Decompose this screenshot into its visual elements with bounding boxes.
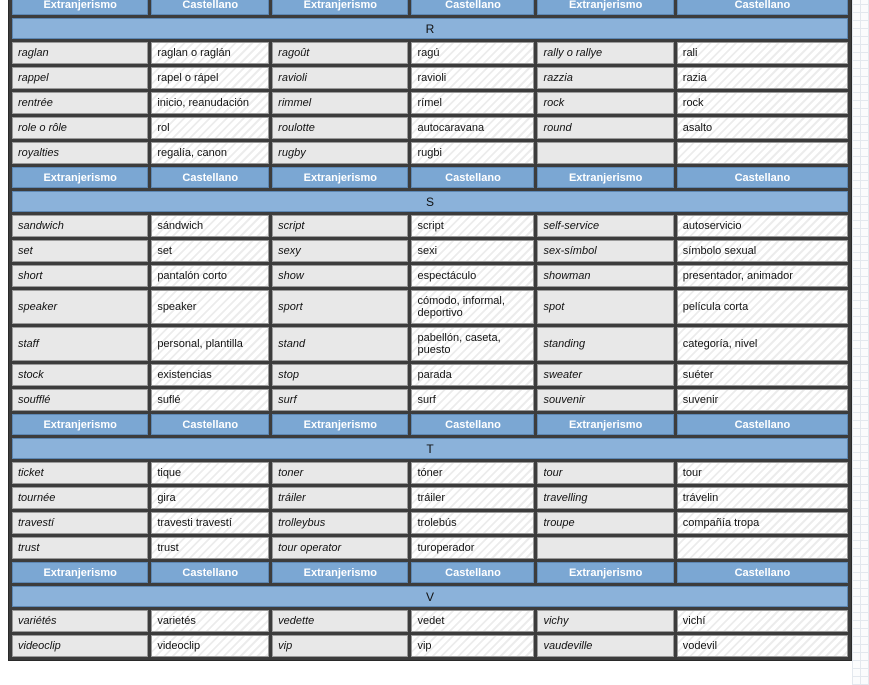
header-castellano: Castellano [677,0,848,15]
header-castellano: Castellano [411,0,534,15]
letter-section-row [12,191,848,212]
header-castellano: Castellano [411,167,534,188]
letter-section-row [12,18,848,39]
foreign-term-cell: sweater [537,364,673,386]
table-row [12,290,848,324]
foreign-term-cell: vip [272,635,408,657]
spanish-term-cell: varietés [151,610,269,632]
section-letter: T [12,438,848,459]
spanish-term-cell: rali [677,42,848,64]
foreign-term-cell: rally o rallye [537,42,673,64]
spanish-term-cell: película corta [677,290,848,324]
spanish-term-cell: regalía, canon [151,142,269,164]
spanish-term-cell: rol [151,117,269,139]
header-castellano: Castellano [677,167,848,188]
letter-section-row [12,438,848,459]
spanish-term-cell: set [151,240,269,262]
foreign-term-cell: vaudeville [537,635,673,657]
glossary-table-container [8,0,852,661]
foreign-term-cell: stock [12,364,148,386]
header-extranjerismo: Extranjerismo [537,167,673,188]
header-extranjerismo: Extranjerismo [12,414,148,435]
spanish-term-cell: asalto [677,117,848,139]
table-row [12,512,848,534]
header-extranjerismo: Extranjerismo [537,0,673,15]
foreign-term-cell: rappel [12,67,148,89]
spanish-term-cell: videoclip [151,635,269,657]
foreign-term-cell: stand [272,327,408,361]
table-row [12,117,848,139]
header-castellano: Castellano [677,414,848,435]
foreign-term-cell: standing [537,327,673,361]
table-row [12,364,848,386]
spanish-term-cell: script [411,215,534,237]
foreign-term-cell: sex-símbol [537,240,673,262]
foreign-term-cell: sandwich [12,215,148,237]
foreign-term-cell: troupe [537,512,673,534]
header-castellano: Castellano [151,167,269,188]
foreign-term-cell: show [272,265,408,287]
header-castellano: Castellano [411,414,534,435]
table-row [12,327,848,361]
foreign-term-cell: rentrée [12,92,148,114]
letter-section-row [12,586,848,607]
spanish-term-cell: vodevil [677,635,848,657]
foreign-term-cell [537,142,673,164]
spanish-term-cell: autoservicio [677,215,848,237]
spanish-term-cell: inicio, reanudación [151,92,269,114]
foreign-term-cell: trolleybus [272,512,408,534]
foreign-term-cell: tour operator [272,537,408,559]
foreign-term-cell: royalties [12,142,148,164]
table-row [12,635,848,657]
spanish-term-cell: trávelin [677,487,848,509]
header-castellano: Castellano [151,562,269,583]
foreign-term-cell: raglan [12,42,148,64]
foreign-term-cell: script [272,215,408,237]
foreign-term-cell: self-service [537,215,673,237]
spanish-term-cell: vip [411,635,534,657]
section-letter: S [12,191,848,212]
foreign-term-cell: variétés [12,610,148,632]
foreign-term-cell: tournée [12,487,148,509]
spanish-term-cell [677,537,848,559]
foreign-term-cell [537,537,673,559]
foreign-term-cell: rimmel [272,92,408,114]
foreign-term-cell: set [12,240,148,262]
foreign-term-cell: sport [272,290,408,324]
table-row [12,537,848,559]
spanish-term-cell: trust [151,537,269,559]
spanish-term-cell: suéter [677,364,848,386]
foreign-term-cell: ravioli [272,67,408,89]
column-header-row [12,167,848,188]
foreign-term-cell: videoclip [12,635,148,657]
spanish-term-cell: tique [151,462,269,484]
glossary-table [9,0,851,660]
spanish-term-cell: personal, plantilla [151,327,269,361]
foreign-term-cell: toner [272,462,408,484]
spanish-term-cell: speaker [151,290,269,324]
spanish-term-cell: tóner [411,462,534,484]
table-row [12,240,848,262]
table-row [12,67,848,89]
header-extranjerismo: Extranjerismo [537,414,673,435]
foreign-term-cell: rock [537,92,673,114]
spanish-term-cell: vichí [677,610,848,632]
foreign-term-cell: razzia [537,67,673,89]
spanish-term-cell: rock [677,92,848,114]
section-letter: V [12,586,848,607]
foreign-term-cell: travelling [537,487,673,509]
foreign-term-cell: roulotte [272,117,408,139]
table-row [12,389,848,411]
spanish-term-cell: travesti travestí [151,512,269,534]
spanish-term-cell: espectáculo [411,265,534,287]
table-row [12,142,848,164]
header-castellano: Castellano [151,0,269,15]
column-header-row [12,562,848,583]
spanish-term-cell: rugbi [411,142,534,164]
foreign-term-cell: travestí [12,512,148,534]
foreign-term-cell: tráiler [272,487,408,509]
page-margin-grid [852,0,869,685]
foreign-term-cell: souvenir [537,389,673,411]
foreign-term-cell: showman [537,265,673,287]
spanish-term-cell: sándwich [151,215,269,237]
foreign-term-cell: round [537,117,673,139]
table-row [12,215,848,237]
table-row [12,610,848,632]
header-extranjerismo: Extranjerismo [537,562,673,583]
foreign-term-cell: ticket [12,462,148,484]
header-castellano: Castellano [151,414,269,435]
spanish-term-cell: suflé [151,389,269,411]
spanish-term-cell: razia [677,67,848,89]
foreign-term-cell: sexy [272,240,408,262]
foreign-term-cell: soufflé [12,389,148,411]
spanish-term-cell: autocaravana [411,117,534,139]
table-row [12,265,848,287]
glossary-table-body [12,0,848,657]
header-extranjerismo: Extranjerismo [12,0,148,15]
spanish-term-cell: turoperador [411,537,534,559]
column-header-row [12,0,848,15]
spanish-term-cell: gira [151,487,269,509]
header-castellano: Castellano [411,562,534,583]
foreign-term-cell: spot [537,290,673,324]
spanish-term-cell: suvenir [677,389,848,411]
spanish-term-cell: sexi [411,240,534,262]
header-extranjerismo: Extranjerismo [272,562,408,583]
spanish-term-cell: símbolo sexual [677,240,848,262]
spanish-term-cell: categoría, nivel [677,327,848,361]
foreign-term-cell: speaker [12,290,148,324]
header-extranjerismo: Extranjerismo [272,414,408,435]
foreign-term-cell: ragoût [272,42,408,64]
spanish-term-cell: tráiler [411,487,534,509]
spanish-term-cell: vedet [411,610,534,632]
spanish-term-cell: ragú [411,42,534,64]
table-row [12,42,848,64]
header-extranjerismo: Extranjerismo [12,562,148,583]
spanish-term-cell: compañía tropa [677,512,848,534]
foreign-term-cell: trust [12,537,148,559]
spanish-term-cell: presentador, animador [677,265,848,287]
spanish-term-cell: tour [677,462,848,484]
section-letter: R [12,18,848,39]
spanish-term-cell: trolebús [411,512,534,534]
table-row [12,92,848,114]
spanish-term-cell: raglan o raglán [151,42,269,64]
header-extranjerismo: Extranjerismo [272,167,408,188]
header-extranjerismo: Extranjerismo [12,167,148,188]
foreign-term-cell: vedette [272,610,408,632]
header-extranjerismo: Extranjerismo [272,0,408,15]
spanish-term-cell: ravioli [411,67,534,89]
foreign-term-cell: staff [12,327,148,361]
spanish-term-cell: rímel [411,92,534,114]
spanish-term-cell: pantalón corto [151,265,269,287]
table-row [12,487,848,509]
foreign-term-cell: rugby [272,142,408,164]
foreign-term-cell: short [12,265,148,287]
spanish-term-cell: cómodo, informal, deportivo [411,290,534,324]
foreign-term-cell: role o rôle [12,117,148,139]
spanish-term-cell: surf [411,389,534,411]
header-castellano: Castellano [677,562,848,583]
foreign-term-cell: tour [537,462,673,484]
spanish-term-cell: rapel o rápel [151,67,269,89]
foreign-term-cell: stop [272,364,408,386]
foreign-term-cell: vichy [537,610,673,632]
spanish-term-cell [677,142,848,164]
foreign-term-cell: surf [272,389,408,411]
spanish-term-cell: pabellón, caseta, puesto [411,327,534,361]
column-header-row [12,414,848,435]
table-row [12,462,848,484]
spanish-term-cell: parada [411,364,534,386]
spanish-term-cell: existencias [151,364,269,386]
